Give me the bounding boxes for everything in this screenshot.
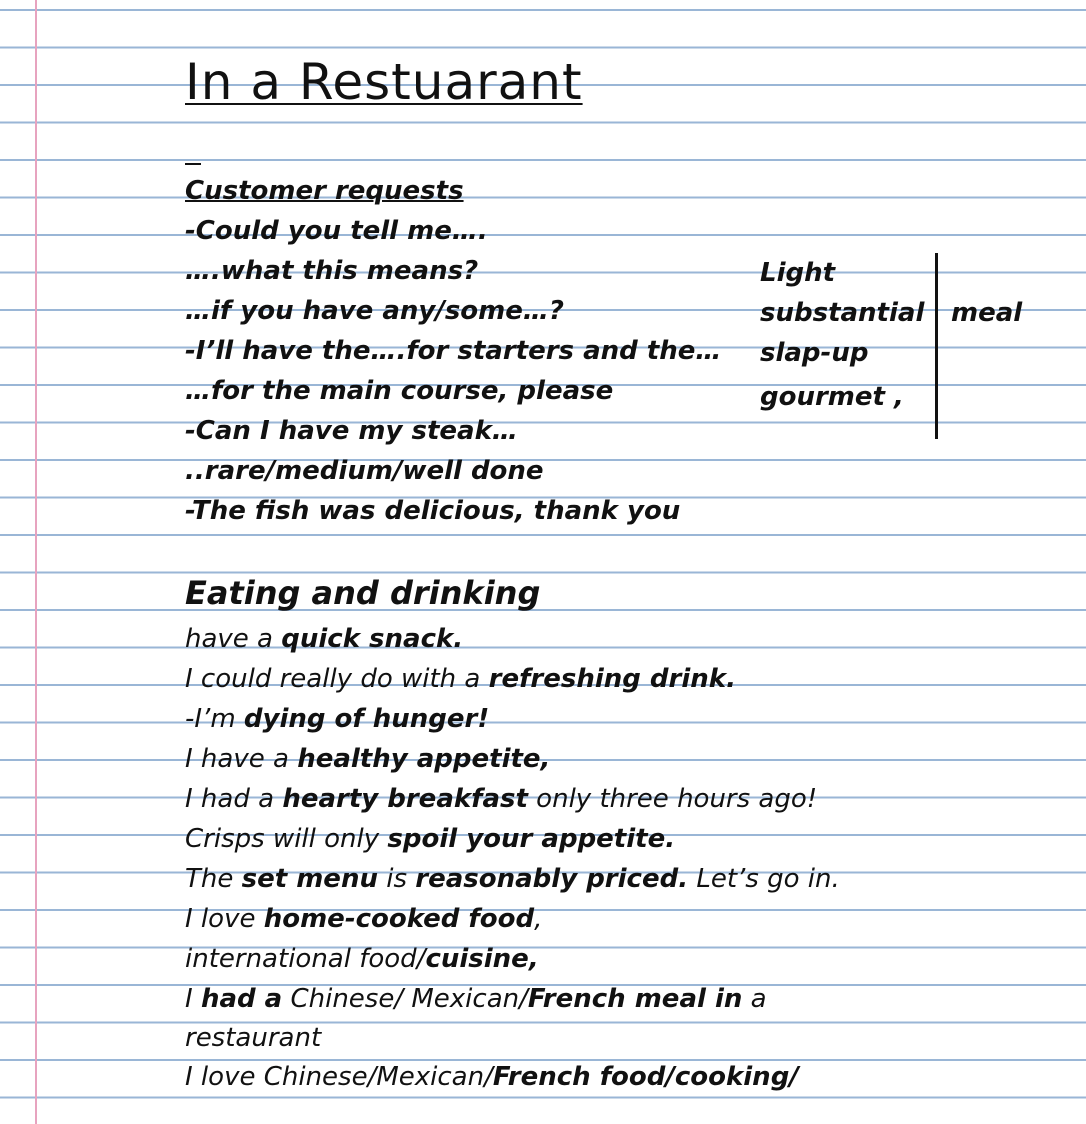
highlighted-phrase: cuisine, <box>425 944 539 974</box>
plain-phrase: is <box>377 864 416 894</box>
page-title: In a Restuarant <box>185 53 583 111</box>
eating-drinking-line-4 <box>185 742 550 776</box>
eating-drinking-line-12 <box>185 1060 799 1094</box>
plain-phrase: I had a <box>185 784 283 814</box>
plain-phrase: a <box>742 984 767 1014</box>
eating-drinking-line-1 <box>185 622 463 656</box>
request-line-7: ..rare/medium/well done <box>185 456 544 486</box>
plain-phrase: I could really do with a <box>185 664 489 694</box>
plain-phrase: -I’m <box>185 704 244 734</box>
meal-type-slap-up: slap-up <box>760 338 869 368</box>
highlighted-phrase: French meal in <box>527 984 743 1014</box>
plain-phrase: I love Chinese/Mexican/ <box>185 1062 493 1092</box>
eating-drinking-line-8 <box>185 902 542 936</box>
highlighted-phrase: spoil your appetite. <box>387 824 676 854</box>
request-line-8: -The fish was delicious, thank you <box>185 496 681 526</box>
eating-drinking-line-10 <box>185 982 767 1016</box>
eating-drinking-line-7 <box>185 862 840 896</box>
plain-phrase: I love <box>185 904 264 934</box>
plain-phrase: , <box>534 904 543 934</box>
highlighted-phrase: home-cooked food <box>263 904 535 934</box>
request-line-2: ….what this means? <box>185 256 479 286</box>
eating-drinking-heading: Eating and drinking <box>185 574 541 612</box>
plain-phrase: only three hours ago! <box>527 784 818 814</box>
request-line-3: …if you have any/some…? <box>185 296 564 326</box>
meal-type-gourmet: gourmet , <box>760 382 904 412</box>
request-line-1: -Could you tell me…. <box>185 216 488 246</box>
meal-bracket-line <box>935 253 938 439</box>
customer-requests-heading: Customer requests <box>185 176 464 206</box>
highlighted-phrase: reasonably priced. <box>415 864 689 894</box>
request-line-6: -Can I have my steak… <box>185 416 518 446</box>
plain-phrase: international food/ <box>185 944 426 974</box>
notebook-margin-line <box>35 0 37 1124</box>
highlighted-phrase: quick snack. <box>281 624 464 654</box>
meal-type-substantial: substantial <box>760 298 925 328</box>
plain-phrase: I <box>185 984 201 1014</box>
highlighted-phrase: refreshing drink. <box>488 664 736 694</box>
highlighted-phrase: had a <box>200 984 283 1014</box>
request-line-5: …for the main course, please <box>185 376 614 406</box>
highlighted-phrase: healthy appetite, <box>297 744 551 774</box>
eating-drinking-line-11 <box>185 1021 321 1055</box>
highlighted-phrase: hearty breakfast <box>282 784 528 814</box>
highlighted-phrase: French food/cooking/ <box>492 1062 799 1092</box>
eating-drinking-line-5 <box>185 782 817 816</box>
highlighted-phrase: dying of hunger! <box>243 704 490 734</box>
meal-type-light: Light <box>760 258 836 288</box>
plain-phrase: I have a <box>185 744 298 774</box>
request-line-4: -I’ll have the….for starters and the… <box>185 336 722 366</box>
short-dash-mark <box>185 163 201 165</box>
plain-phrase: The <box>185 864 242 894</box>
eating-drinking-line-3 <box>185 702 489 736</box>
plain-phrase: Let’s go in. <box>688 864 840 894</box>
plain-phrase: Crisps will only <box>185 824 388 854</box>
highlighted-phrase: set menu <box>241 864 378 894</box>
meal-noun: meal <box>951 298 1023 328</box>
plain-phrase: restaurant <box>185 1023 322 1053</box>
eating-drinking-line-6 <box>185 822 675 856</box>
eating-drinking-line-9 <box>185 942 539 976</box>
plain-phrase: Chinese/ Mexican/ <box>282 984 528 1014</box>
plain-phrase: have a <box>185 624 282 654</box>
eating-drinking-line-2 <box>185 662 736 696</box>
